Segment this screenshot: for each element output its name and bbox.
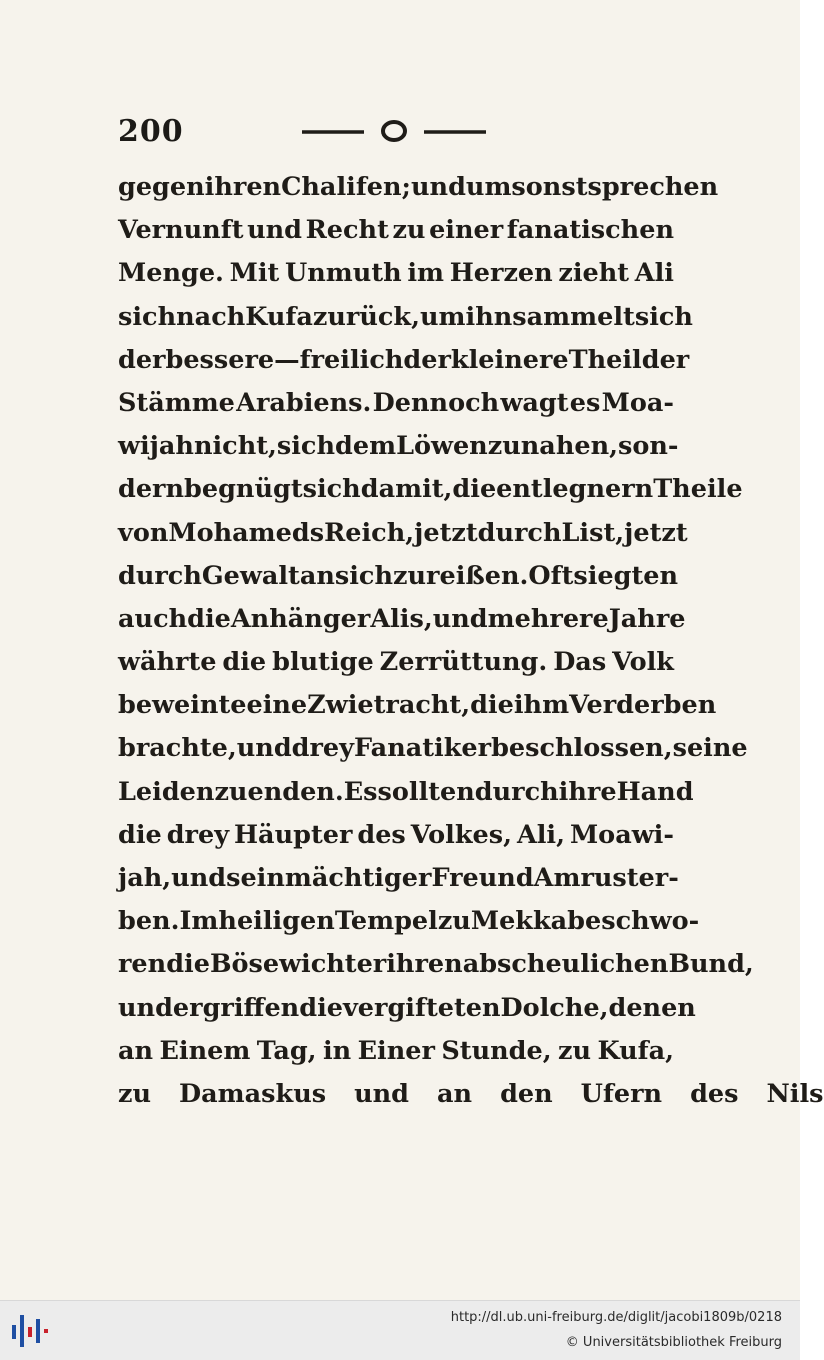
word: und <box>236 733 292 764</box>
text-line <box>118 1030 674 1073</box>
word: drey <box>291 733 354 764</box>
word: Menge. <box>118 258 224 289</box>
word: Volkes, <box>410 819 512 850</box>
word: Gewalt <box>201 560 300 591</box>
text-line <box>118 339 690 382</box>
word: ihren <box>386 949 463 980</box>
text-line <box>118 425 679 468</box>
word: durch <box>118 560 202 591</box>
word: der <box>118 344 166 375</box>
word: Tag, <box>256 1035 317 1066</box>
text-line <box>118 512 688 555</box>
word: zu <box>558 1035 592 1066</box>
word: Volk <box>612 647 674 678</box>
word: son- <box>618 431 679 462</box>
word: zurück, <box>312 301 420 332</box>
word: eine <box>246 690 308 721</box>
word: abscheulichen <box>462 949 669 980</box>
word: und <box>118 992 173 1023</box>
word: Dolche, <box>500 992 609 1023</box>
word: Alis, <box>370 603 433 634</box>
word: Einer <box>357 1035 435 1066</box>
word: die <box>222 647 267 678</box>
word: nach <box>176 301 246 332</box>
word: mächtiger <box>284 863 432 893</box>
text-line <box>118 900 700 943</box>
word: währte <box>118 647 217 678</box>
word: ihn <box>465 301 513 332</box>
word: jetzt <box>414 517 478 548</box>
word: um <box>419 301 466 332</box>
word: Vernunft <box>118 215 244 246</box>
page-header <box>118 112 678 152</box>
word: Freund <box>431 863 534 893</box>
word: sich <box>302 474 361 505</box>
word: gegen <box>118 172 205 202</box>
word: Amru <box>533 863 613 893</box>
word: reißen. <box>426 560 529 591</box>
word: Jahre <box>608 603 686 634</box>
word: ster- <box>612 863 679 893</box>
word: durch <box>477 517 562 548</box>
word: zu <box>118 1078 152 1109</box>
word: Oft <box>528 560 574 591</box>
word: Leiden <box>118 776 215 807</box>
word: Verderben <box>569 690 717 721</box>
word: wagt <box>500 387 569 418</box>
word: nicht, <box>193 431 277 462</box>
word: die <box>118 819 162 850</box>
word: von <box>118 517 169 548</box>
word: ergriffen <box>172 992 300 1023</box>
text-line <box>118 252 674 295</box>
text-line <box>118 814 674 857</box>
word: und <box>171 863 227 893</box>
word: sammelt <box>512 301 635 332</box>
text-line <box>118 1073 824 1116</box>
text-line <box>118 382 674 425</box>
ornament-divider-icon <box>300 118 490 144</box>
word: Dennoch <box>372 387 500 418</box>
word: Kufa <box>245 301 313 332</box>
text-line <box>118 555 679 598</box>
word: siegten <box>573 560 679 591</box>
viewer-footer <box>0 1300 800 1360</box>
word: nahen, <box>520 431 618 462</box>
word: Chalifen; <box>281 172 411 202</box>
text-line <box>118 296 693 339</box>
word: Stunde, <box>441 1035 552 1066</box>
word: zieht <box>558 258 630 289</box>
word: seine <box>672 733 748 764</box>
text-line <box>118 771 694 814</box>
word: Tempel <box>334 906 438 937</box>
word: Mekka <box>470 906 568 937</box>
word: Kufa, <box>597 1035 674 1066</box>
word: kleinere <box>450 344 569 375</box>
word: Fanatiker <box>353 733 492 764</box>
word: durch <box>474 776 559 807</box>
word: zu <box>487 431 521 462</box>
word: an <box>437 1078 473 1109</box>
word: drey <box>166 819 230 850</box>
word: Bund, <box>668 949 754 980</box>
word: sich <box>118 301 177 332</box>
word: Theil <box>568 344 642 375</box>
page-number: 200 <box>118 114 184 149</box>
word: ben. <box>118 906 180 937</box>
word: Häupter <box>233 819 353 850</box>
body-text <box>118 166 824 1116</box>
word: sich <box>334 560 394 591</box>
word: einer <box>429 215 504 246</box>
word: List, <box>561 517 625 548</box>
word: an <box>118 1035 154 1066</box>
word: beschlossen, <box>491 733 673 764</box>
word: sollten <box>377 776 475 807</box>
word: in <box>322 1035 352 1066</box>
word: der <box>403 344 451 375</box>
word: umsonst <box>465 172 588 202</box>
word: Mit <box>229 258 280 289</box>
text-line <box>118 209 674 252</box>
word: enden. <box>247 776 344 807</box>
word: Recht <box>305 215 389 246</box>
word: Herzen <box>449 258 553 289</box>
word: jetzt <box>624 517 688 548</box>
word: blutige <box>272 647 374 678</box>
word: freilich <box>299 344 404 375</box>
word: und <box>432 603 488 634</box>
word: jah, <box>118 863 172 893</box>
word: und <box>410 172 466 202</box>
text-line <box>118 166 719 209</box>
word: Löwen <box>396 431 488 462</box>
footer-copyright: © Universitätsbibliothek Freiburg <box>565 1335 782 1350</box>
word: Unmuth <box>285 258 402 289</box>
word: begnügt <box>184 474 303 505</box>
word: ren <box>118 949 167 980</box>
word: Bösewichter <box>209 949 387 980</box>
word: die <box>187 603 231 634</box>
text-line <box>118 857 679 900</box>
text-line <box>118 987 696 1030</box>
word: Das <box>553 647 607 678</box>
word: dem <box>335 431 397 462</box>
word: fanatischen <box>506 215 674 246</box>
word: den <box>500 1078 553 1109</box>
word: sich <box>276 431 336 462</box>
text-line <box>118 468 743 511</box>
word: Anhänger <box>230 603 371 634</box>
word: denen <box>608 992 696 1023</box>
word: sprechen <box>587 172 719 202</box>
word: beschwo- <box>567 906 700 937</box>
word: der <box>641 344 690 375</box>
word: Es <box>343 776 378 807</box>
word: ihm <box>513 690 570 721</box>
word: sich <box>634 301 693 332</box>
word: des <box>357 819 406 850</box>
text-line <box>118 641 674 684</box>
word: zu <box>392 215 426 246</box>
word: mehrere <box>487 603 609 634</box>
word: Reich, <box>324 517 415 548</box>
word: die <box>299 992 343 1023</box>
word: die <box>470 690 514 721</box>
word: Damaskus <box>179 1078 327 1109</box>
word: die <box>166 949 210 980</box>
word: des <box>690 1078 739 1109</box>
word: Ali, <box>516 819 565 850</box>
word: Hand <box>616 776 694 807</box>
word: Zwietracht, <box>307 690 471 721</box>
word: zu <box>437 906 471 937</box>
word: beweinte <box>118 690 247 721</box>
word: sein <box>226 863 285 893</box>
word: Im <box>179 906 219 937</box>
word: es <box>569 387 601 418</box>
word: — <box>274 344 300 375</box>
text-line <box>118 943 754 986</box>
word: an <box>299 560 335 591</box>
word: vergifteten <box>342 992 501 1023</box>
word: Zerrüttung. <box>379 647 548 678</box>
word: im <box>407 258 444 289</box>
text-line <box>118 727 748 770</box>
word: Stämme <box>118 387 235 418</box>
word: Mohameds <box>168 517 325 548</box>
word: und <box>247 215 302 246</box>
word: Einem <box>159 1035 251 1066</box>
word: und <box>354 1078 410 1109</box>
word: zu <box>214 776 248 807</box>
word: Ali <box>634 258 674 289</box>
word: bessere <box>165 344 275 375</box>
word: Nils <box>766 1078 824 1109</box>
word: brachte, <box>118 733 237 764</box>
word: dern <box>118 474 185 505</box>
word: heiligen <box>218 906 335 937</box>
word: die <box>452 474 497 505</box>
word: auch <box>118 603 188 634</box>
word: zu <box>393 560 427 591</box>
word: Theile <box>653 474 743 505</box>
word: Ufern <box>580 1078 663 1109</box>
text-line <box>118 598 686 641</box>
word: Moa- <box>601 387 674 418</box>
word: entlegnern <box>496 474 654 505</box>
text-line <box>118 684 717 727</box>
word: Moawi- <box>569 819 674 850</box>
word: ihre <box>558 776 617 807</box>
footer-url-link[interactable]: http://dl.ub.uni-freiburg.de/diglit/jacobi1809b/0218 <box>450 1310 782 1325</box>
word: ihren <box>204 172 282 202</box>
word: Arabiens. <box>236 387 372 418</box>
word: wijah <box>118 431 194 462</box>
word: damit, <box>360 474 453 505</box>
ub-freiburg-logo-icon <box>8 1311 52 1351</box>
